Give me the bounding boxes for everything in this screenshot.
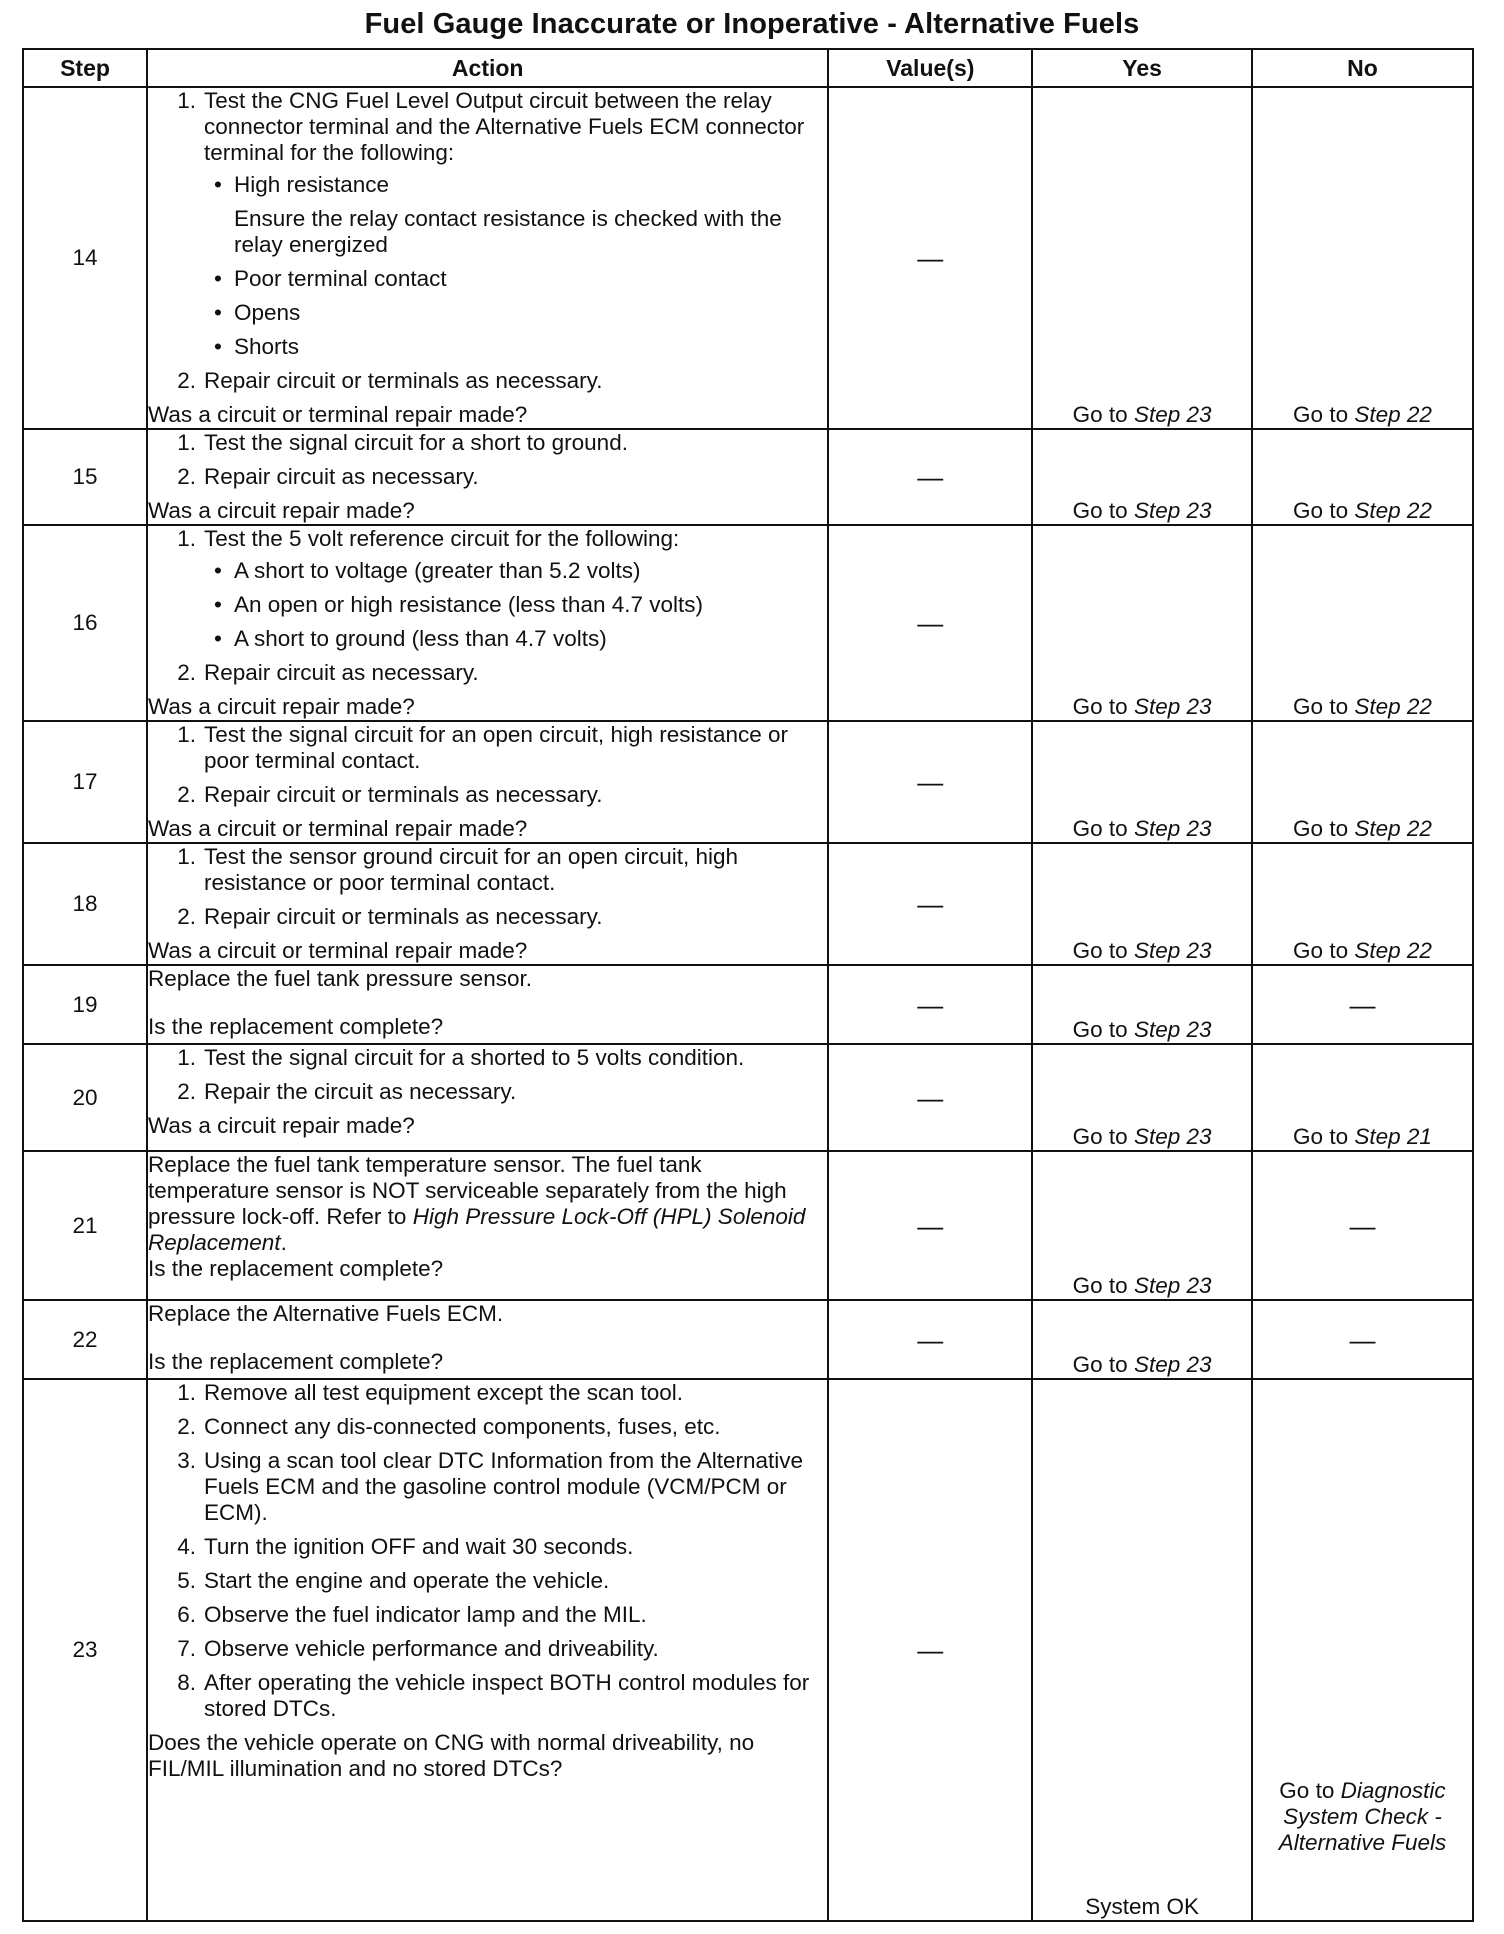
action-item: 2. Repair circuit or terminals as necessary. — [177, 782, 603, 807]
no-cell: Go to Step 22 — [1252, 843, 1473, 965]
step-number: 18 — [23, 843, 147, 965]
action-question: Was a circuit or terminal repair made? — [148, 402, 528, 427]
bullet-note: Ensure the relay contact resistance is checked with the relay energized — [234, 206, 782, 257]
action-cell — [147, 1300, 828, 1379]
action-item: 7. Observe vehicle performance and driveability. — [177, 1636, 659, 1661]
no-cell: — — [1252, 1300, 1473, 1379]
table-row — [23, 525, 1473, 721]
yes-cell: Go to Step 23 — [1032, 1044, 1252, 1151]
no-cell: Go to Step 22 — [1252, 87, 1473, 429]
table-row — [23, 87, 1473, 429]
action-item: 1. Test the signal circuit for a short to ground. — [177, 430, 628, 455]
yes-cell: Go to Step 23 — [1032, 1300, 1252, 1379]
step-link[interactable]: Step 23 — [1133, 694, 1212, 719]
step-link[interactable]: Step 23 — [1133, 938, 1212, 963]
action-text: Replace the fuel tank temperature sensor. The fuel tank temperature sensor is NOT serviceable separately from the high pressure lock-off. Refer to High Pressure Lock-Off (HPL) Solenoid Replacement. — [148, 1152, 806, 1255]
action-text: Replace the Alternative Fuels ECM. — [148, 1301, 504, 1326]
yes-cell: Go to Step 23 — [1032, 1151, 1252, 1300]
value-cell: — — [828, 429, 1032, 525]
no-cell: Go to Step 22 — [1252, 429, 1473, 525]
step-link[interactable]: Step 22 — [1354, 694, 1432, 719]
step-link[interactable]: Diagnostic System Check - Alternative Fuels — [1278, 1778, 1447, 1855]
step-number: 22 — [23, 1300, 147, 1379]
step-link[interactable]: Step 23 — [1133, 816, 1212, 841]
action-question: Was a circuit repair made? — [148, 1113, 415, 1138]
step-link[interactable]: Step 23 — [1133, 1273, 1212, 1298]
action-item: 1. Test the signal circuit for a shorted to 5 volts condition. — [177, 1045, 745, 1070]
step-number: 16 — [23, 525, 147, 721]
action-item: 8. After operating the vehicle inspect BOTH control modules for stored DTCs. — [177, 1670, 810, 1721]
action-question: Was a circuit or terminal repair made? — [148, 816, 528, 841]
bullet-item: • Shorts — [204, 334, 827, 360]
step-link[interactable]: Step 22 — [1354, 498, 1432, 523]
yes-cell: Go to Step 23 — [1032, 843, 1252, 965]
step-link[interactable]: Step 22 — [1354, 816, 1432, 841]
step-number: 21 — [23, 1151, 147, 1300]
action-item: 2. Repair circuit as necessary. — [177, 464, 479, 489]
action-item: 1. Test the signal circuit for an open circuit, high resistance or poor terminal contact. — [177, 722, 789, 773]
value-cell: — — [828, 1151, 1032, 1300]
bullet-item: • A short to voltage (greater than 5.2 volts) — [204, 558, 827, 584]
action-item: 1. Test the sensor ground circuit for an open circuit, high resistance or poor terminal contact. — [177, 844, 739, 895]
action-cell — [147, 965, 828, 1044]
value-cell: — — [828, 721, 1032, 843]
action-question: Is the replacement complete? — [148, 1014, 444, 1039]
yes-cell: Go to Step 23 — [1032, 429, 1252, 525]
action-item: 5. Start the engine and operate the vehicle. — [177, 1568, 610, 1593]
action-item: 3. Using a scan tool clear DTC Information from the Alternative Fuels ECM and the gasoline control module (VCM/PCM or ECM). — [177, 1448, 804, 1525]
step-link[interactable]: Step 23 — [1133, 498, 1212, 523]
step-link[interactable]: Step 23 — [1133, 402, 1212, 427]
action-question: Is the replacement complete? — [148, 1349, 444, 1374]
value-cell: — — [828, 1379, 1032, 1921]
value-cell: — — [828, 1300, 1032, 1379]
action-text: Replace the fuel tank pressure sensor. — [148, 966, 532, 991]
action-cell — [147, 525, 828, 721]
bullet-item: • Poor terminal contact — [204, 266, 827, 292]
step-link[interactable]: Step 22 — [1354, 402, 1432, 427]
bullet-item: • High resistance — [204, 172, 827, 198]
action-item: 6. Observe the fuel indicator lamp and the MIL. — [177, 1602, 647, 1627]
yes-cell: Go to Step 23 — [1032, 721, 1252, 843]
action-question: Was a circuit repair made? — [148, 498, 415, 523]
action-item: 1. Test the 5 volt reference circuit for the following: • A short to voltage (greater than 5.2 volts) • An open or high resistance (less than 4.7 volts) • A short to ground (less than 4.7 volts) — [148, 526, 827, 652]
table-row — [23, 1044, 1473, 1151]
table-row — [23, 429, 1473, 525]
action-item: 1. Test the CNG Fuel Level Output circuit between the relay connector terminal and the Alternative Fuels ECM connector terminal for the following: • High resistance Ensure the relay contact resistance is checked with the relay energized • Poor terminal contact • Opens • Shorts — [148, 88, 827, 360]
yes-cell: Go to Step 23 — [1032, 87, 1252, 429]
diagnostic-table — [22, 48, 1474, 1922]
step-link[interactable]: Step 21 — [1354, 1124, 1432, 1149]
reference-link[interactable]: High Pressure Lock-Off (HPL) Solenoid Replacement — [148, 1204, 806, 1255]
action-cell — [147, 1151, 828, 1300]
step-number: 15 — [23, 429, 147, 525]
no-cell: Go to Diagnostic System Check - Alternative Fuels — [1252, 1379, 1473, 1921]
table-row — [23, 721, 1473, 843]
action-item: 2. Connect any dis-connected components, fuses, etc. — [177, 1414, 721, 1439]
no-cell: Go to Step 21 — [1252, 1044, 1473, 1151]
value-cell: — — [828, 843, 1032, 965]
step-link[interactable]: Step 23 — [1133, 1017, 1212, 1042]
action-cell — [147, 1379, 828, 1921]
step-link[interactable]: Step 22 — [1354, 938, 1432, 963]
bullet-item: • An open or high resistance (less than 4.7 volts) — [204, 592, 827, 618]
step-number: 23 — [23, 1379, 147, 1921]
no-cell: — — [1252, 1151, 1473, 1300]
value-cell: — — [828, 1044, 1032, 1151]
step-number: 19 — [23, 965, 147, 1044]
no-cell: — — [1252, 965, 1473, 1044]
action-question: Is the replacement complete? — [148, 1256, 444, 1281]
table-row — [23, 1151, 1473, 1300]
step-link[interactable]: Step 23 — [1133, 1124, 1212, 1149]
action-cell — [147, 721, 828, 843]
step-number: 17 — [23, 721, 147, 843]
action-item: 4. Turn the ignition OFF and wait 30 seconds. — [177, 1534, 634, 1559]
header-no: No — [1252, 49, 1473, 87]
table-row — [23, 843, 1473, 965]
action-item: 1. Remove all test equipment except the scan tool. — [177, 1380, 684, 1405]
yes-cell: System OK — [1032, 1379, 1252, 1921]
header-action: Action — [147, 49, 828, 87]
action-cell — [147, 1044, 828, 1151]
action-item: 2. Repair the circuit as necessary. — [177, 1079, 517, 1104]
step-link[interactable]: Step 23 — [1133, 1352, 1212, 1377]
page-title: Fuel Gauge Inaccurate or Inoperative - Alternative Fuels — [364, 8, 1140, 40]
no-cell: Go to Step 22 — [1252, 525, 1473, 721]
action-cell — [147, 843, 828, 965]
step-number: 20 — [23, 1044, 147, 1151]
no-cell: Go to Step 22 — [1252, 721, 1473, 843]
table-row — [23, 965, 1473, 1044]
table-row — [23, 1300, 1473, 1379]
header-values: Value(s) — [828, 49, 1032, 87]
header-step: Step — [23, 49, 147, 87]
step-number: 14 — [23, 87, 147, 429]
header-yes: Yes — [1032, 49, 1252, 87]
action-item: 2. Repair circuit or terminals as necessary. — [177, 368, 603, 393]
table-header-row — [23, 49, 1473, 87]
action-cell — [147, 87, 828, 429]
bullet-item: • Opens — [204, 300, 827, 326]
value-cell: — — [828, 525, 1032, 721]
action-question: Was a circuit or terminal repair made? — [148, 938, 528, 963]
value-cell: — — [828, 965, 1032, 1044]
action-item: 2. Repair circuit as necessary. — [177, 660, 479, 685]
yes-cell: Go to Step 23 — [1032, 965, 1252, 1044]
yes-cell: Go to Step 23 — [1032, 525, 1252, 721]
bullet-item: • A short to ground (less than 4.7 volts) — [204, 626, 827, 652]
action-item: 2. Repair circuit or terminals as necessary. — [177, 904, 603, 929]
value-cell: — — [828, 87, 1032, 429]
action-cell — [147, 429, 828, 525]
action-question: Does the vehicle operate on CNG with normal driveability, no FIL/MIL illumination and no stored DTCs? — [148, 1730, 755, 1781]
action-question: Was a circuit repair made? — [148, 694, 415, 719]
table-row — [23, 1379, 1473, 1921]
